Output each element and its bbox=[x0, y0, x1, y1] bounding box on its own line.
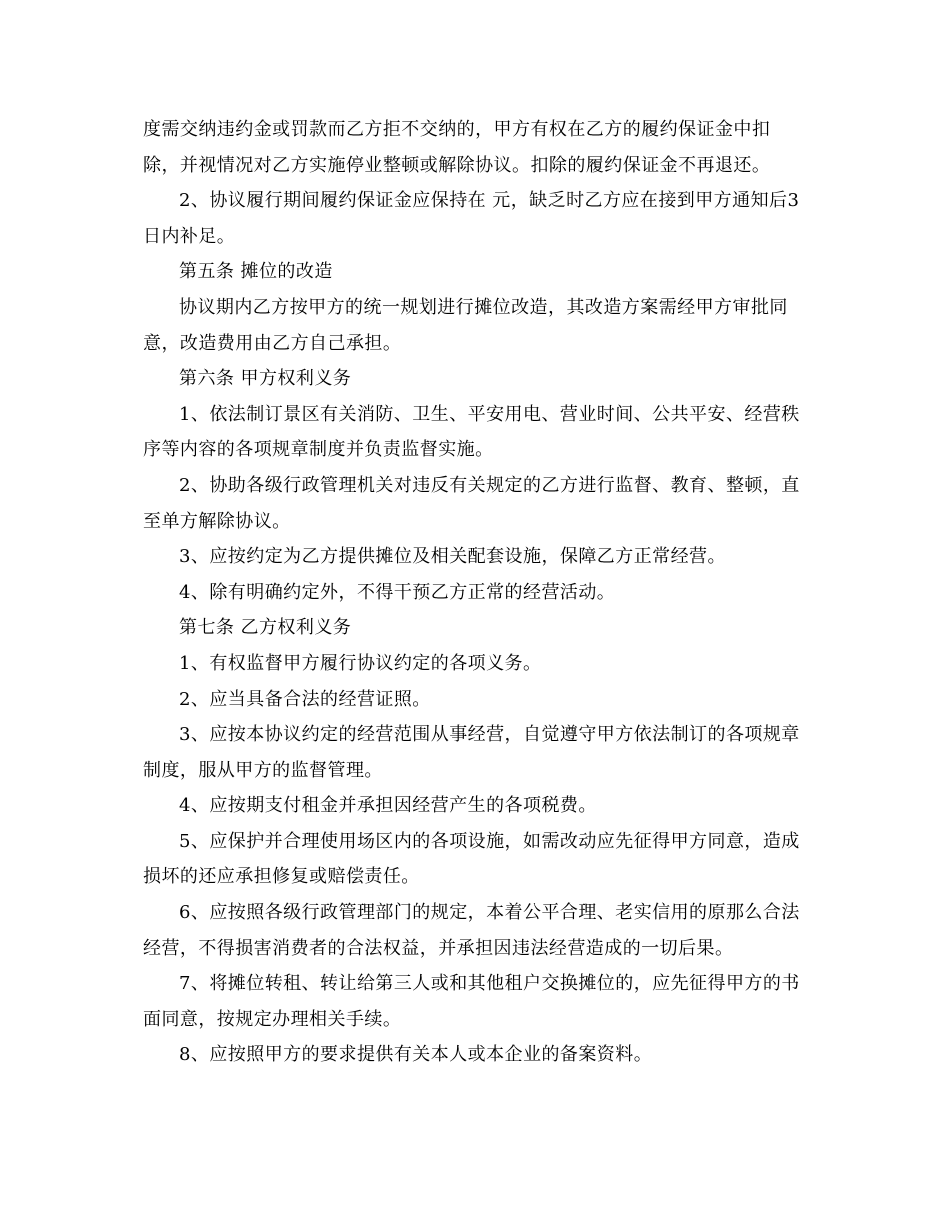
section-heading-article-5 bbox=[143, 254, 808, 290]
text-line: 5、应保护并合理使用场区内的各项设施，如需改动应先征得甲方同意，造成 bbox=[179, 830, 800, 852]
clause-party-b-2 bbox=[143, 682, 808, 718]
text-line: 经营，不得损害消费者的合法权益，并承担因违法经营造成的一切后果。 bbox=[143, 937, 734, 959]
clause-party-b-8 bbox=[143, 1037, 808, 1073]
text-line: 协议期内乙方按甲方的统一规划进行摊位改造，其改造方案需经甲方审批同 bbox=[179, 296, 788, 318]
text-line: 面同意，按规定办理相关手续。 bbox=[143, 1008, 402, 1030]
text-line: 7、将摊位转租、转让给第三人或和其他租户交换摊位的，应先征得甲方的书 bbox=[179, 973, 800, 995]
section-heading-article-6 bbox=[143, 361, 808, 397]
text-line: 1、依法制订景区有关消防、卫生、平安用电、营业时间、公共平安、经营秩 bbox=[179, 403, 800, 425]
clause-party-b-6 bbox=[143, 895, 808, 966]
text-line: 4、除有明确约定外，不得干预乙方正常的经营活动。 bbox=[179, 581, 616, 603]
text-line: 6、应按照各级行政管理部门的规定，本着公平合理、老实信用的原那么合法 bbox=[179, 902, 800, 924]
section-heading-article-7 bbox=[143, 610, 808, 646]
document-body bbox=[143, 112, 808, 1073]
clause-party-a-1 bbox=[143, 397, 808, 468]
text-line: 8、应按照甲方的要求提供有关本人或本企业的备案资料。 bbox=[179, 1044, 653, 1066]
clause-party-a-2 bbox=[143, 468, 808, 539]
text-line: 3、应按约定为乙方提供摊位及相关配套设施，保障乙方正常经营。 bbox=[179, 546, 726, 568]
paragraph-deposit-maintenance bbox=[143, 183, 808, 254]
text-line: 2、应当具备合法的经营证照。 bbox=[179, 688, 431, 710]
text-line: 除，并视情况对乙方实施停业整顿或解除协议。扣除的履约保证金不再退还。 bbox=[143, 154, 771, 176]
clause-party-b-7 bbox=[143, 966, 808, 1037]
text-line: 4、应按期支付租金并承担因经营产生的各项税费。 bbox=[179, 795, 597, 817]
text-line: 第五条 摊位的改造 bbox=[179, 261, 333, 283]
text-line: 制度，服从甲方的监督管理。 bbox=[143, 759, 383, 781]
clause-party-b-1 bbox=[143, 646, 808, 682]
clause-party-b-3 bbox=[143, 717, 808, 788]
paragraph-penalty-deduction bbox=[143, 112, 808, 183]
text-line: 3、应按本协议约定的经营范围从事经营，自觉遵守甲方依法制订的各项规章 bbox=[179, 724, 800, 746]
clause-party-a-4 bbox=[143, 575, 808, 611]
clause-party-b-4 bbox=[143, 788, 808, 824]
text-line: 损坏的还应承担修复或赔偿责任。 bbox=[143, 866, 420, 888]
text-line: 度需交纳违约金或罚款而乙方拒不交纳的，甲方有权在乙方的履约保证金中扣 bbox=[143, 119, 771, 140]
paragraph-stall-renovation bbox=[143, 290, 808, 361]
clause-party-b-5 bbox=[143, 824, 808, 895]
text-line: 第六条 甲方权利义务 bbox=[179, 368, 352, 390]
clause-party-a-3 bbox=[143, 539, 808, 575]
text-line: 第七条 乙方权利义务 bbox=[179, 617, 352, 639]
text-line: 至单方解除协议。 bbox=[143, 510, 291, 532]
text-line: 2、协助各级行政管理机关对违反有关规定的乙方进行监督、教育、整顿，直 bbox=[179, 474, 800, 496]
text-line: 意，改造费用由乙方自己承担。 bbox=[143, 332, 402, 354]
text-line: 2、协议履行期间履约保证金应保持在 元，缺乏时乙方应在接到甲方通知后3 bbox=[179, 190, 800, 212]
text-line: 序等内容的各项规章制度并负责监督实施。 bbox=[143, 439, 494, 461]
text-line: 1、有权监督甲方履行协议约定的各项义务。 bbox=[179, 652, 542, 674]
text-line: 日内补足。 bbox=[143, 225, 236, 247]
